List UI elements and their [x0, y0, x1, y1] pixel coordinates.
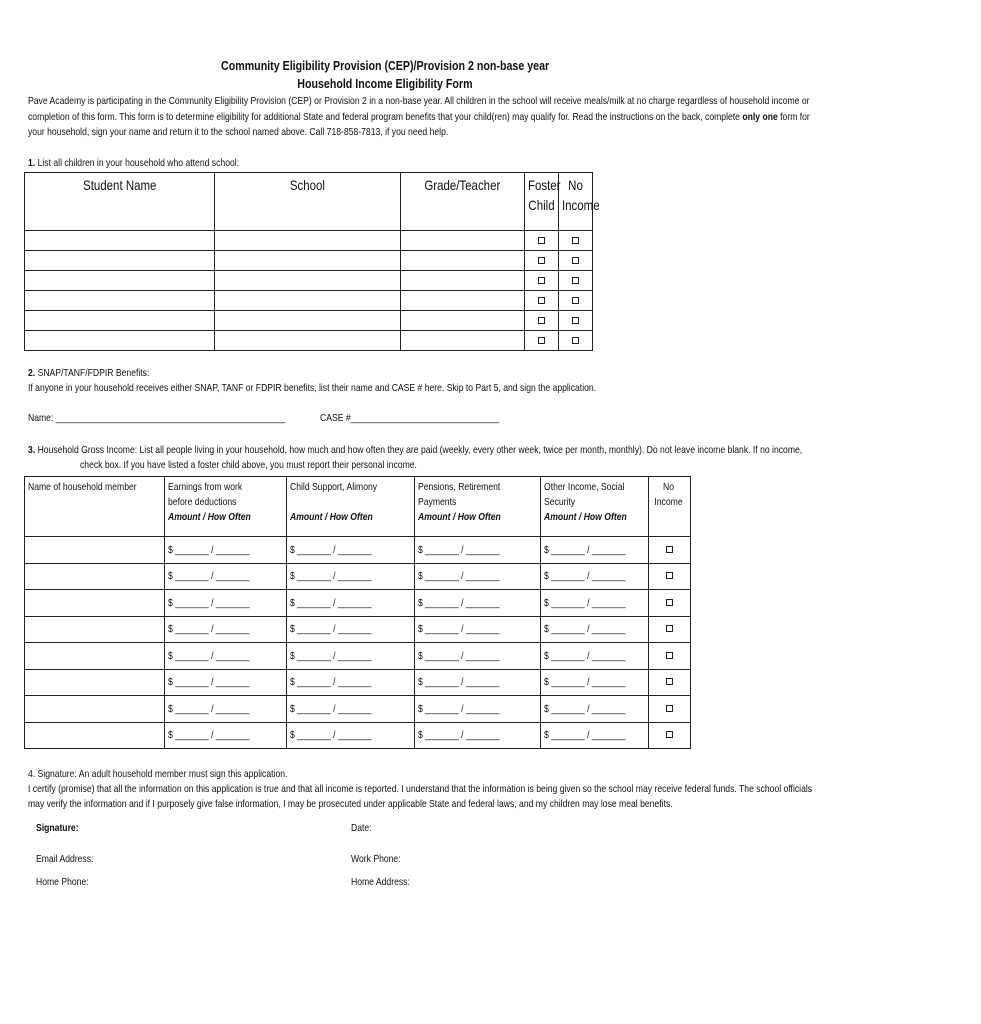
- pensions-cell[interactable]: [415, 616, 541, 643]
- no-income-checkbox-cell: [649, 696, 691, 723]
- grade-teacher-cell[interactable]: [401, 251, 525, 271]
- no-income-checkbox-cell: [649, 590, 691, 617]
- income-row: [25, 696, 691, 723]
- child-support-cell[interactable]: [287, 616, 415, 643]
- date-field[interactable]: Date:: [351, 822, 372, 834]
- snap-case-field[interactable]: CASE #_______________________________: [320, 412, 500, 424]
- part3-heading: 3. Household Gross Income: List all people living in your household, how much and how often they are paid (weekly, every other week, twice per month, monthly). Do not leave income blank. If no income,: [28, 444, 803, 456]
- member-name-cell[interactable]: [25, 616, 165, 643]
- children-table: [24, 172, 600, 351]
- no-income-checkbox-cell: [559, 271, 593, 291]
- student-name-cell[interactable]: [25, 231, 215, 251]
- pensions-cell[interactable]: [415, 696, 541, 723]
- earnings-cell[interactable]: [165, 669, 287, 696]
- no-income-checkbox-cell: [559, 251, 593, 271]
- other-income-cell[interactable]: [541, 696, 649, 723]
- income-row: [25, 643, 691, 670]
- amount-how-often-blank: $ _______ / _______: [168, 702, 250, 715]
- amount-how-often-blank: $ _______ / _______: [418, 702, 500, 715]
- no-income-checkbox[interactable]: [572, 317, 579, 324]
- income-row: [25, 669, 691, 696]
- snap-name-field[interactable]: Name: ________________________________________________: [28, 412, 286, 424]
- child-row: [25, 231, 593, 251]
- intro-paragraph: Pave Academy is participating in the Community Eligibility Provision (CEP) or Provision 2 in a non-base year. All children in the school will receive meals/milk at no charge regardless of household income or completion of this form. This form is to determine eligibility for additional State and federal program benefits that your child(ren) may qualify for. Read the instructions on the back, complete only one form for your household, sign your name and return it to the school named above. Call 718-858-7813, if you need help.: [28, 95, 810, 138]
- earnings-cell[interactable]: [165, 537, 287, 564]
- no-income-checkbox-cell: [559, 331, 593, 351]
- child-support-cell[interactable]: [287, 537, 415, 564]
- no-income-checkbox[interactable]: [572, 277, 579, 284]
- no-income-checkbox[interactable]: [572, 337, 579, 344]
- foster-child-checkbox-cell: [525, 331, 559, 351]
- no-income-checkbox-cell: [649, 537, 691, 564]
- col-foster-child: Foster Child: [525, 173, 559, 231]
- child-support-cell[interactable]: [287, 722, 415, 749]
- certification-line2: may verify the information and if I purposely give false information, I may be prosecuted under applicable State and federal laws, and my children may lose meal benefits.: [28, 798, 673, 810]
- amount-how-often-blank: $ _______ / _______: [418, 623, 500, 636]
- earnings-cell[interactable]: [165, 563, 287, 590]
- col-child-support: Child Support, Alimony Amount / How Often: [287, 477, 415, 537]
- pensions-cell[interactable]: [415, 590, 541, 617]
- foster-child-checkbox[interactable]: [538, 317, 545, 324]
- member-name-cell[interactable]: [25, 563, 165, 590]
- income-row: [25, 590, 691, 617]
- no-income-checkbox[interactable]: [572, 237, 579, 244]
- work-phone-field[interactable]: Work Phone:: [351, 853, 401, 865]
- amount-how-often-blank: $ _______ / _______: [544, 729, 626, 742]
- col-school: School: [215, 173, 401, 231]
- col-other-income: Other Income, Social Security Amount / How Often: [541, 477, 649, 537]
- no-income-checkbox[interactable]: [572, 257, 579, 264]
- amount-how-often-blank: $ _______ / _______: [290, 570, 372, 583]
- certification-line1: I certify (promise) that all the information on this application is true and that all income is reported. I understand that the information is being given so the school may receive federal funds. The school officials: [28, 783, 813, 795]
- student-name-cell[interactable]: [25, 251, 215, 271]
- no-income-checkbox[interactable]: [666, 625, 673, 632]
- income-table: [24, 476, 691, 749]
- pensions-cell[interactable]: [415, 669, 541, 696]
- no-income-checkbox-cell: [559, 311, 593, 331]
- children-table-header: [25, 173, 593, 231]
- grade-teacher-cell[interactable]: [401, 331, 525, 351]
- foster-child-checkbox-cell: [525, 291, 559, 311]
- amount-how-often-blank: $ _______ / _______: [168, 729, 250, 742]
- no-income-checkbox-cell: [559, 231, 593, 251]
- income-row: [25, 722, 691, 749]
- home-address-field[interactable]: Home Address:: [351, 876, 410, 888]
- income-row: [25, 537, 691, 564]
- amount-how-often-blank: $ _______ / _______: [544, 676, 626, 689]
- no-income-checkbox-cell: [649, 616, 691, 643]
- amount-how-often-blank: $ _______ / _______: [418, 570, 500, 583]
- grade-teacher-cell[interactable]: [401, 311, 525, 331]
- amount-how-often-blank: $ _______ / _______: [168, 543, 250, 556]
- part3-instruction: check box. If you have listed a foster child above, you must report their personal income.: [80, 459, 417, 471]
- amount-how-often-blank: $ _______ / _______: [290, 596, 372, 609]
- foster-child-checkbox-cell: [525, 251, 559, 271]
- school-cell[interactable]: [215, 311, 401, 331]
- pensions-cell[interactable]: [415, 563, 541, 590]
- member-name-cell[interactable]: [25, 722, 165, 749]
- child-row: [25, 291, 593, 311]
- earnings-cell[interactable]: [165, 643, 287, 670]
- no-income-checkbox[interactable]: [666, 678, 673, 685]
- foster-child-checkbox[interactable]: [538, 337, 545, 344]
- pensions-cell[interactable]: [415, 722, 541, 749]
- foster-child-checkbox[interactable]: [538, 277, 545, 284]
- col-household-member: Name of household member: [25, 477, 165, 537]
- income-table-header: [25, 477, 691, 537]
- amount-how-often-blank: $ _______ / _______: [418, 649, 500, 662]
- amount-how-often-blank: $ _______ / _______: [290, 649, 372, 662]
- other-income-cell[interactable]: [541, 616, 649, 643]
- child-support-cell[interactable]: [287, 563, 415, 590]
- student-name-cell[interactable]: [25, 291, 215, 311]
- home-phone-field[interactable]: Home Phone:: [36, 876, 89, 888]
- child-support-cell[interactable]: [287, 590, 415, 617]
- income-row: [25, 563, 691, 590]
- earnings-cell[interactable]: [165, 696, 287, 723]
- student-name-cell[interactable]: [25, 331, 215, 351]
- other-income-cell[interactable]: [541, 590, 649, 617]
- no-income-checkbox[interactable]: [666, 705, 673, 712]
- col-student-name: Student Name: [25, 173, 215, 231]
- amount-how-often-blank: $ _______ / _______: [544, 623, 626, 636]
- member-name-cell[interactable]: [25, 537, 165, 564]
- amount-how-often-blank: $ _______ / _______: [418, 596, 500, 609]
- student-name-cell[interactable]: [25, 271, 215, 291]
- no-income-checkbox[interactable]: [666, 731, 673, 738]
- member-name-cell[interactable]: [25, 669, 165, 696]
- no-income-checkbox-cell: [649, 563, 691, 590]
- no-income-checkbox[interactable]: [572, 297, 579, 304]
- school-cell[interactable]: [215, 331, 401, 351]
- amount-how-often-blank: $ _______ / _______: [544, 649, 626, 662]
- school-cell[interactable]: [215, 231, 401, 251]
- child-row: [25, 331, 593, 351]
- no-income-checkbox[interactable]: [666, 572, 673, 579]
- form-title: Community Eligibility Provision (CEP)/Provision 2 non-base year: [220, 58, 550, 73]
- amount-how-often-blank: $ _______ / _______: [544, 702, 626, 715]
- col-earnings: Earnings from work before deductions Amount / How Often: [165, 477, 287, 537]
- amount-how-often-blank: $ _______ / _______: [418, 676, 500, 689]
- earnings-cell[interactable]: [165, 590, 287, 617]
- child-row: [25, 271, 593, 291]
- amount-how-often-blank: $ _______ / _______: [544, 596, 626, 609]
- foster-child-checkbox[interactable]: [538, 297, 545, 304]
- foster-child-checkbox[interactable]: [538, 257, 545, 264]
- earnings-cell[interactable]: [165, 722, 287, 749]
- member-name-cell[interactable]: [25, 696, 165, 723]
- amount-how-often-blank: $ _______ / _______: [168, 623, 250, 636]
- no-income-checkbox[interactable]: [666, 546, 673, 553]
- child-support-cell[interactable]: [287, 669, 415, 696]
- amount-how-often-blank: $ _______ / _______: [168, 596, 250, 609]
- foster-child-checkbox[interactable]: [538, 237, 545, 244]
- col-pensions: Pensions, Retirement Payments Amount / How Often: [415, 477, 541, 537]
- school-cell[interactable]: [215, 271, 401, 291]
- other-income-cell[interactable]: [541, 643, 649, 670]
- other-income-cell[interactable]: [541, 669, 649, 696]
- income-row: [25, 616, 691, 643]
- other-income-cell[interactable]: [541, 537, 649, 564]
- no-income-checkbox-cell: [649, 669, 691, 696]
- foster-child-checkbox-cell: [525, 271, 559, 291]
- grade-teacher-cell[interactable]: [401, 271, 525, 291]
- signature-field[interactable]: Signature:: [36, 822, 79, 834]
- no-income-checkbox[interactable]: [666, 599, 673, 606]
- email-field[interactable]: Email Address:: [36, 853, 94, 865]
- pensions-cell[interactable]: [415, 643, 541, 670]
- child-support-cell[interactable]: [287, 643, 415, 670]
- foster-child-checkbox-cell: [525, 311, 559, 331]
- no-income-checkbox[interactable]: [666, 652, 673, 659]
- part2-instruction: If anyone in your household receives either SNAP, TANF or FDPIR benefits, list their name and CASE # here. Skip to Part 5, and sign the application.: [28, 382, 597, 394]
- amount-how-often-blank: $ _______ / _______: [290, 729, 372, 742]
- part2-heading: 2. SNAP/TANF/FDPIR Benefits:: [28, 367, 150, 379]
- other-income-cell[interactable]: [541, 722, 649, 749]
- other-income-cell[interactable]: [541, 563, 649, 590]
- amount-how-often-blank: $ _______ / _______: [168, 570, 250, 583]
- child-row: [25, 311, 593, 331]
- school-cell[interactable]: [215, 251, 401, 271]
- amount-how-often-blank: $ _______ / _______: [290, 702, 372, 715]
- no-income-checkbox-cell: [649, 643, 691, 670]
- col-no-income: No Income: [559, 173, 593, 231]
- member-name-cell[interactable]: [25, 643, 165, 670]
- no-income-checkbox-cell: [649, 722, 691, 749]
- amount-how-often-blank: $ _______ / _______: [290, 543, 372, 556]
- amount-how-often-blank: $ _______ / _______: [168, 676, 250, 689]
- col-grade-teacher: Grade/Teacher: [401, 173, 525, 231]
- student-name-cell[interactable]: [25, 311, 215, 331]
- no-income-checkbox-cell: [559, 291, 593, 311]
- foster-child-checkbox-cell: [525, 231, 559, 251]
- member-name-cell[interactable]: [25, 590, 165, 617]
- amount-how-often-blank: $ _______ / _______: [544, 570, 626, 583]
- amount-how-often-blank: $ _______ / _______: [168, 649, 250, 662]
- amount-how-often-blank: $ _______ / _______: [418, 729, 500, 742]
- part1-heading: 1. List all children in your household who attend school:: [28, 157, 240, 169]
- grade-teacher-cell[interactable]: [401, 231, 525, 251]
- school-cell[interactable]: [215, 291, 401, 311]
- part4-heading: 4. Signature: An adult household member must sign this application.: [28, 768, 288, 780]
- amount-how-often-blank: $ _______ / _______: [290, 623, 372, 636]
- amount-how-often-blank: $ _______ / _______: [290, 676, 372, 689]
- earnings-cell[interactable]: [165, 616, 287, 643]
- pensions-cell[interactable]: [415, 537, 541, 564]
- form-subtitle: Household Income Eligibility Form: [297, 76, 473, 91]
- child-support-cell[interactable]: [287, 696, 415, 723]
- col-no-income-2: No Income: [649, 477, 691, 537]
- grade-teacher-cell[interactable]: [401, 291, 525, 311]
- amount-how-often-blank: $ _______ / _______: [544, 543, 626, 556]
- amount-how-often-blank: $ _______ / _______: [418, 543, 500, 556]
- child-row: [25, 251, 593, 271]
